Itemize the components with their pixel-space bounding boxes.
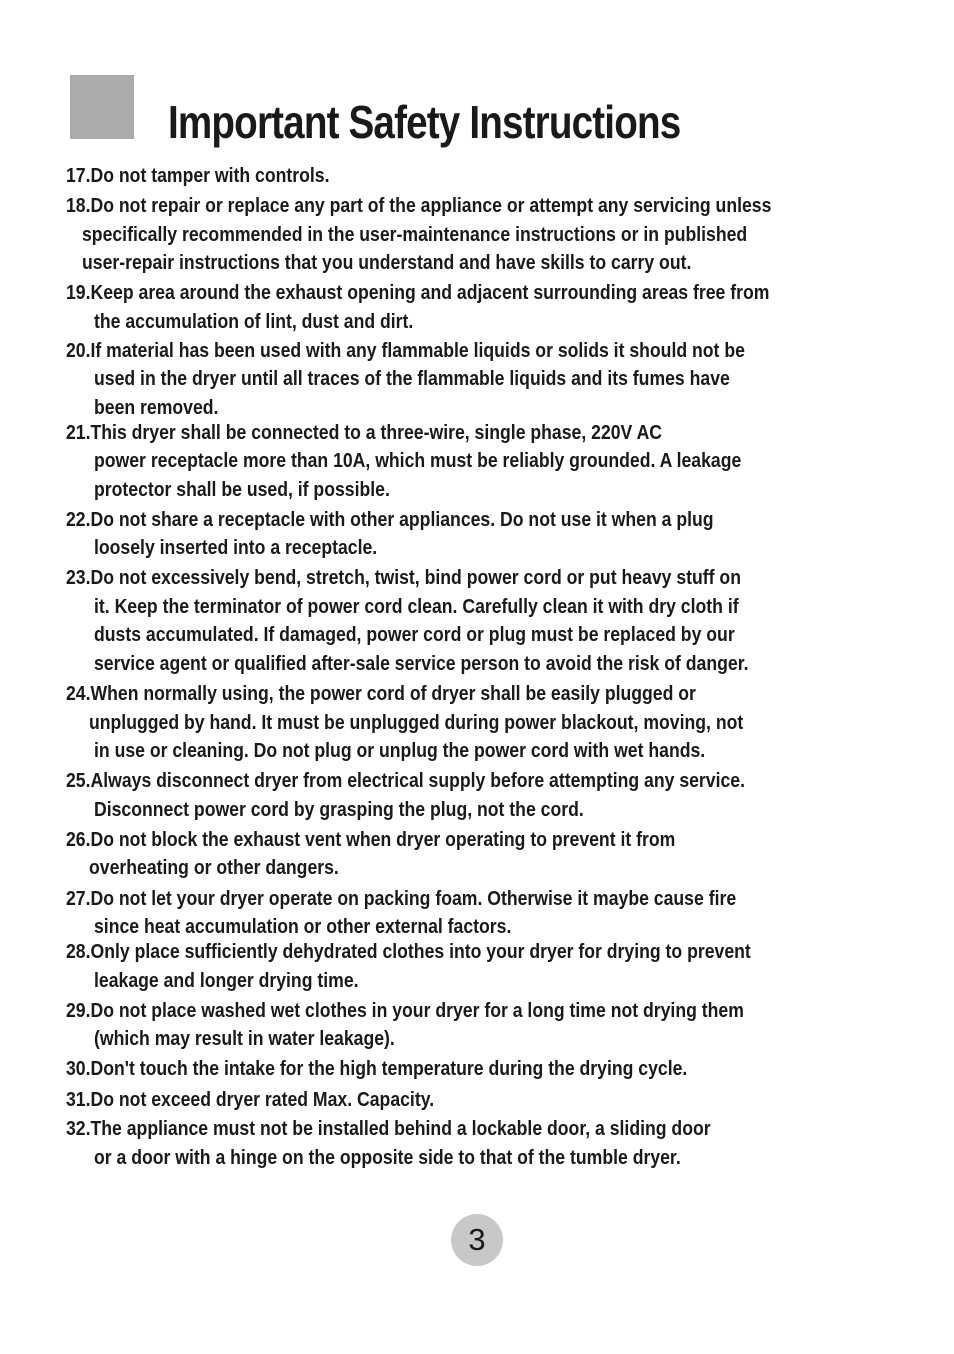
instruction-line: 32.The appliance must not be installed behind a lockable door, a sliding door: [66, 1117, 711, 1140]
instruction-line: been removed.: [94, 396, 219, 419]
instruction-line: 24.When normally using, the power cord of dryer shall be easily plugged or: [66, 682, 696, 705]
instruction-line: 17.Do not tamper with controls.: [66, 164, 330, 187]
instruction-line: since heat accumulation or other external factors.: [94, 915, 512, 938]
instruction-line: 18.Do not repair or replace any part of the appliance or attempt any servicing unless: [66, 194, 772, 217]
instruction-line: protector shall be used, if possible.: [94, 478, 390, 501]
instruction-line: 30.Don't touch the intake for the high temperature during the drying cycle.: [66, 1057, 688, 1080]
instruction-line: Disconnect power cord by grasping the plug, not the cord.: [94, 798, 584, 821]
instruction-line: in use or cleaning. Do not plug or unplug the power cord with wet hands.: [94, 739, 706, 762]
instruction-line: the accumulation of lint, dust and dirt.: [94, 310, 414, 333]
instruction-line: 21.This dryer shall be connected to a three-wire, single phase, 220V AC: [66, 421, 663, 444]
page-title: Important Safety Instructions: [168, 96, 681, 148]
instruction-line: overheating or other dangers.: [89, 856, 339, 879]
instruction-line: it. Keep the terminator of power cord clean. Carefully clean it with dry cloth if: [94, 595, 739, 618]
page-number-badge: [451, 1214, 503, 1266]
page-number: 3: [468, 1222, 486, 1257]
instruction-line: 25.Always disconnect dryer from electrical supply before attempting any service.: [66, 769, 746, 792]
instruction-line: 19.Keep area around the exhaust opening and adjacent surrounding areas free from: [66, 281, 770, 304]
instruction-line: loosely inserted into a receptacle.: [94, 536, 378, 559]
instruction-line: 22.Do not share a receptacle with other appliances. Do not use it when a plug: [66, 508, 714, 531]
instruction-line: power receptacle more than 10A, which must be reliably grounded. A leakage: [94, 449, 742, 472]
instruction-line: user-repair instructions that you understand and have skills to carry out.: [82, 251, 692, 274]
instruction-line: dusts accumulated. If damaged, power cord or plug must be replaced by our: [94, 623, 735, 646]
instruction-line: specifically recommended in the user-maintenance instructions or in published: [82, 223, 748, 246]
instruction-line: leakage and longer drying time.: [94, 969, 359, 992]
instruction-line: or a door with a hinge on the opposite side to that of the tumble dryer.: [94, 1146, 681, 1169]
instruction-line: service agent or qualified after-sale service person to avoid the risk of danger.: [94, 652, 749, 675]
instruction-line: unplugged by hand. It must be unplugged during power blackout, moving, not: [89, 711, 744, 734]
instruction-line: 31.Do not exceed dryer rated Max. Capacity.: [66, 1088, 435, 1111]
instruction-line: 20.If material has been used with any flammable liquids or solids it should not be: [66, 339, 745, 362]
instruction-line: 28.Only place sufficiently dehydrated clothes into your dryer for drying to prevent: [66, 940, 751, 963]
instruction-line: 26.Do not block the exhaust vent when dryer operating to prevent it from: [66, 828, 676, 851]
instruction-line: (which may result in water leakage).: [94, 1027, 395, 1050]
header-square-decoration: [70, 75, 134, 139]
instruction-line: 23.Do not excessively bend, stretch, twist, bind power cord or put heavy stuff on: [66, 566, 741, 589]
instruction-line: used in the dryer until all traces of the flammable liquids and its fumes have: [94, 367, 730, 390]
instruction-line: 29.Do not place washed wet clothes in your dryer for a long time not drying them: [66, 999, 744, 1022]
instruction-line: 27.Do not let your dryer operate on packing foam. Otherwise it maybe cause fire: [66, 887, 737, 910]
